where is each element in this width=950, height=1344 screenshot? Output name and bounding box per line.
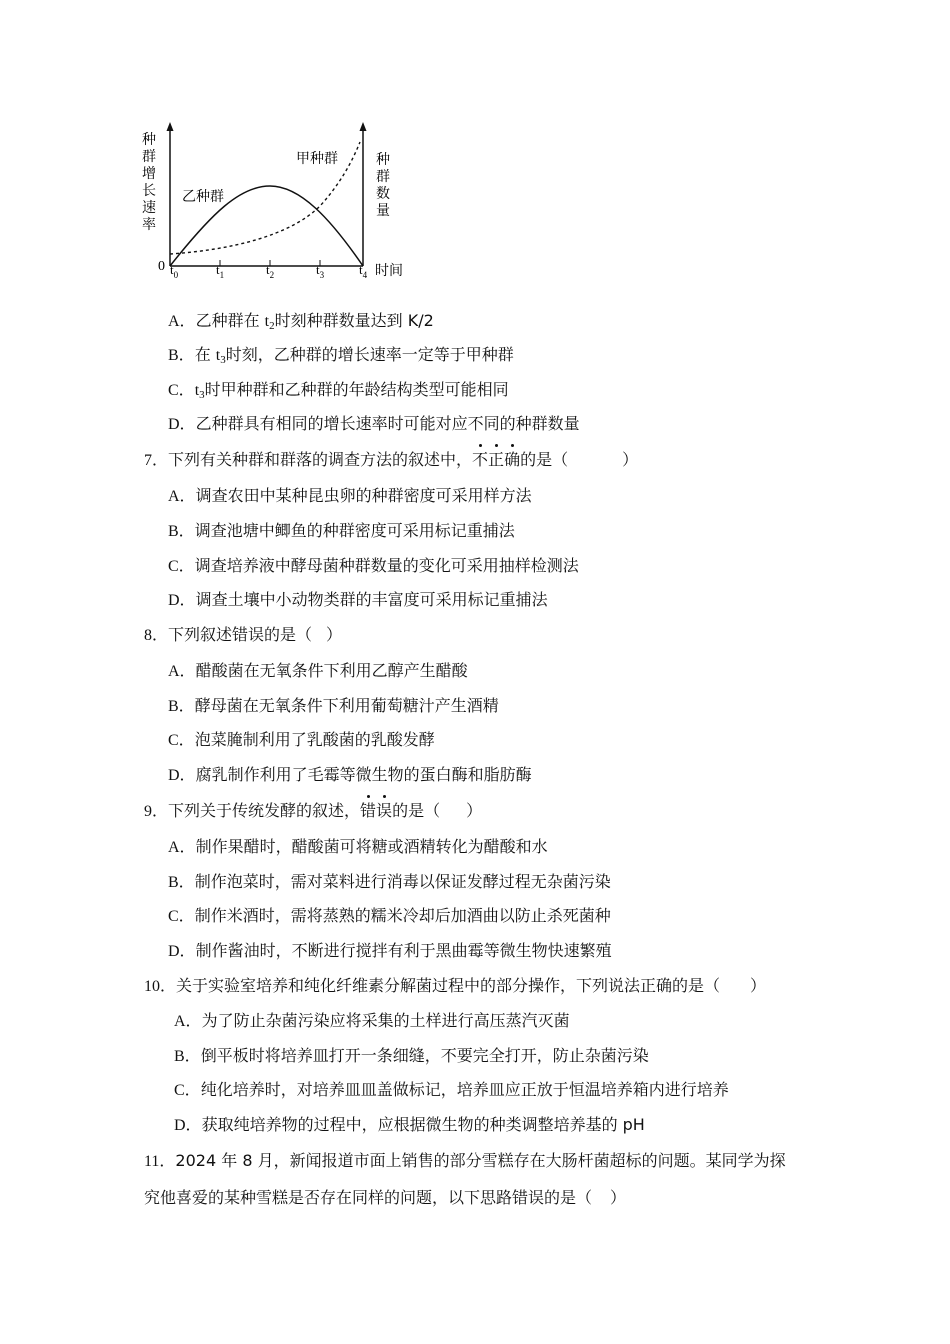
q11-stem-line1 xyxy=(144,1150,786,1173)
left-axis-label-5: 率 xyxy=(142,217,156,233)
question-close-paren: ） xyxy=(610,1188,627,1207)
question-close-paren: ） xyxy=(466,801,483,820)
question-text: 究他喜爱的某种雪糕是否存在同样的问题，以下思路错误的是（ xyxy=(144,1188,593,1207)
tick-t3-t: t xyxy=(316,262,320,277)
question-number: 11． xyxy=(144,1153,176,1170)
q8-option-c xyxy=(168,729,435,752)
q6-option-b xyxy=(168,344,514,371)
option-text: 酵母菌在无氧条件下利用葡萄糖汁产生酒精 xyxy=(194,696,499,715)
subscript: 2 xyxy=(269,320,275,332)
tick-t2-sub: 2 xyxy=(269,270,275,280)
left-axis-label-0: 种 xyxy=(142,132,156,148)
option-letter: D． xyxy=(168,592,196,609)
option-text: 调查土壤中小动物类群的丰富度可采用标记重捕法 xyxy=(195,590,548,609)
q9-option-b xyxy=(168,871,611,894)
right-axis-label-3: 量 xyxy=(376,203,390,219)
tick-t4-sub: 4 xyxy=(362,270,368,280)
var-t: t xyxy=(264,313,270,330)
question-number: 10． xyxy=(144,978,177,995)
left-axis-arrow-icon xyxy=(167,122,174,131)
curve-yi-label: 乙种群 xyxy=(182,189,224,205)
right-axis-label-0: 种 xyxy=(376,152,390,168)
option-text: 调查培养液中酵母菌种群数量的变化可采用抽样检测法 xyxy=(194,556,579,575)
var-t: t xyxy=(215,347,221,364)
subscript: 3 xyxy=(220,354,226,366)
left-axis-label-2: 增 xyxy=(142,166,156,182)
population-growth-figure xyxy=(140,118,420,288)
tick-label-t0 xyxy=(170,262,179,280)
question-text: 下列关于传统发酵的叙述， xyxy=(168,801,361,820)
q7-option-a xyxy=(168,485,532,508)
q10-option-b xyxy=(174,1045,649,1068)
q8-stem xyxy=(144,624,342,647)
q7-option-c xyxy=(168,555,579,578)
q10-option-a xyxy=(174,1010,570,1033)
left-axis-label-1: 群 xyxy=(142,149,156,165)
q10-option-c xyxy=(174,1079,729,1102)
option-letter: C． xyxy=(168,558,195,575)
option-letter: A． xyxy=(174,1013,202,1030)
q9-option-d xyxy=(168,940,612,963)
emphasis-char: 误 xyxy=(376,801,393,820)
q7-option-d xyxy=(168,589,548,612)
option-text: 乙种群在 xyxy=(195,311,265,330)
emphasis-char: 不 xyxy=(472,450,489,469)
q9-stem xyxy=(144,800,482,823)
option-text: 制作泡菜时，需对菜料进行消毒以保证发酵过程无杂菌污染 xyxy=(194,872,611,891)
option-text: 调查池塘中鲫鱼的种群密度可采用标记重捕法 xyxy=(194,521,515,540)
tick-t0-t: t xyxy=(170,262,174,277)
left-axis-label-4: 速 xyxy=(142,200,156,216)
option-text: 调查农田中某种昆虫卵的种群密度可采用样方法 xyxy=(195,486,532,505)
option-text: 获取纯培养物的过程中，应根据微生物的种类调整培养基的 pH xyxy=(201,1115,645,1134)
q10-option-d xyxy=(174,1114,645,1137)
question-number: 7． xyxy=(144,452,169,469)
question-text: 的是（ xyxy=(520,450,569,469)
q9-option-c xyxy=(168,905,611,928)
option-text: 纯化培养时，对培养皿皿盖做标记，培养皿应正放于恒温培养箱内进行培养 xyxy=(200,1080,729,1099)
option-text: 乙种群具有相同的增长速率时可能对应不同的种群数量 xyxy=(195,414,580,433)
option-letter: C． xyxy=(168,732,195,749)
right-axis-arrow-icon xyxy=(360,122,367,131)
option-letter: B． xyxy=(174,1048,201,1065)
option-text: 制作米酒时，需将蒸熟的糯米冷却后加酒曲以防止杀死菌种 xyxy=(194,906,611,925)
q9-option-a xyxy=(168,836,548,859)
option-letter: B． xyxy=(168,523,195,540)
option-letter: B． xyxy=(168,874,195,891)
option-letter: A． xyxy=(168,663,196,680)
option-text: 制作酱油时，不断进行搅拌有利于黑曲霉等微生物快速繁殖 xyxy=(195,941,612,960)
q7-option-b xyxy=(168,520,515,543)
option-letter: A． xyxy=(168,488,196,505)
option-letter: D． xyxy=(168,943,196,960)
q6-option-d xyxy=(168,413,580,436)
option-text: 在 xyxy=(194,345,216,364)
question-text: 下列叙述错误的是（ xyxy=(168,625,313,644)
q8-option-a xyxy=(168,660,468,683)
option-text: 制作果醋时，醋酸菌可将糖或酒精转化为醋酸和水 xyxy=(195,837,548,856)
subscript: 3 xyxy=(199,389,205,401)
option-text: 倒平板时将培养皿打开一条细缝，不要完全打开，防止杂菌污染 xyxy=(200,1046,649,1065)
curve-jia-label: 甲种群 xyxy=(296,151,338,167)
option-text: 时刻，乙种群的增长速率一定等于甲种群 xyxy=(225,345,514,364)
population-chart xyxy=(140,118,420,288)
question-close-paren: ） xyxy=(326,625,343,644)
option-letter: C． xyxy=(168,908,195,925)
q11-stem-line2 xyxy=(144,1187,626,1209)
question-close-paren: ） xyxy=(750,976,767,995)
question-text: 关于实验室培养和纯化纤维素分解菌过程中的部分操作，下列说法正确的是（ xyxy=(176,976,721,995)
tick-t1-t: t xyxy=(216,262,220,277)
option-letter: D． xyxy=(174,1117,202,1134)
q7-stem xyxy=(144,449,638,472)
option-text: 时甲种群和乙种群的年龄结构类型可能相同 xyxy=(204,380,509,399)
question-number: 8． xyxy=(144,627,169,644)
question-text: 2024 年 8 月，新闻报道市面上销售的部分雪糕存在大肠杆菌超标的问题。某同学为探 xyxy=(175,1151,786,1170)
option-letter: B． xyxy=(168,698,195,715)
q8-option-b xyxy=(168,695,499,718)
option-text: 泡菜腌制利用了乳酸菌的乳酸发酵 xyxy=(194,730,435,749)
emphasis-char: 错 xyxy=(360,801,377,820)
emphasis-char: 确 xyxy=(504,450,521,469)
option-text: 醋酸菌在无氧条件下利用乙醇产生醋酸 xyxy=(195,661,468,680)
q6-option-a xyxy=(168,310,434,337)
q6-option-c xyxy=(168,379,509,406)
option-letter: C． xyxy=(168,382,195,399)
q8-option-d xyxy=(168,764,532,787)
option-letter: D． xyxy=(168,416,196,433)
right-axis-label-2: 数 xyxy=(376,186,390,202)
question-text: 的是（ xyxy=(392,801,441,820)
right-axis-label-1: 群 xyxy=(376,169,390,185)
option-text: 腐乳制作利用了毛霉等微生物的蛋白酶和脂肪酶 xyxy=(195,765,532,784)
tick-t3-sub: 3 xyxy=(319,270,325,280)
tick-t0-sub: 0 xyxy=(173,270,179,280)
question-close-paren: ） xyxy=(622,450,639,469)
option-text: 时刻种群数量达到 K/2 xyxy=(274,311,434,330)
x-axis-label: 时间 xyxy=(375,263,403,279)
q10-stem xyxy=(144,975,766,998)
var-t: t xyxy=(194,382,200,399)
question-number: 9． xyxy=(144,803,169,820)
emphasis-char: 正 xyxy=(488,450,505,469)
option-letter: B． xyxy=(168,347,195,364)
left-axis-label-3: 长 xyxy=(142,183,156,199)
option-text: 为了防止杂菌污染应将采集的土样进行高压蒸汽灭菌 xyxy=(201,1011,570,1030)
option-letter: D． xyxy=(168,767,196,784)
question-text: 下列有关种群和群落的调查方法的叙述中， xyxy=(168,450,473,469)
tick-t2-t: t xyxy=(266,262,270,277)
option-letter: C． xyxy=(174,1082,201,1099)
option-letter: A． xyxy=(168,839,196,856)
tick-t4-t: t xyxy=(359,262,363,277)
tick-t1-sub: 1 xyxy=(219,270,225,280)
option-letter: A． xyxy=(168,313,196,330)
origin-label: 0 xyxy=(158,259,165,274)
